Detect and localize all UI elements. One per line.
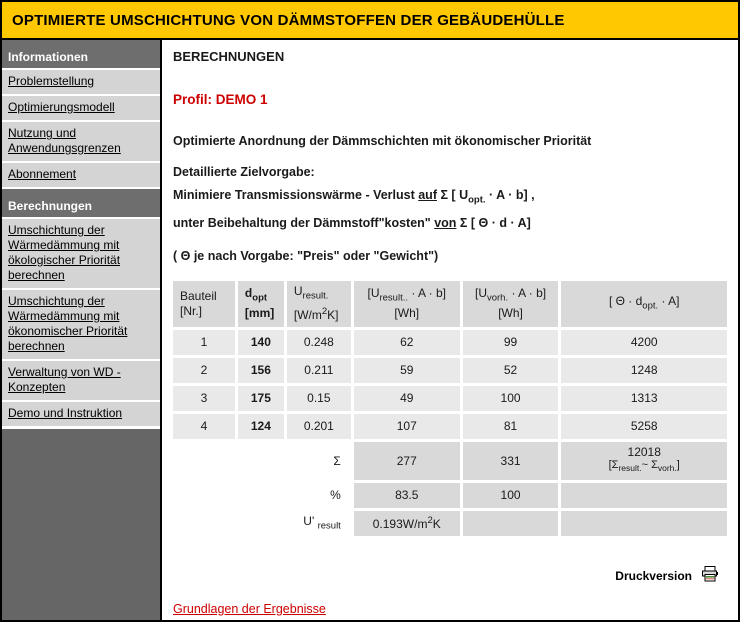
uresult-label-sub: result bbox=[317, 520, 341, 532]
col-header-dopt-unit: [mm] bbox=[244, 305, 275, 320]
cell-sum-uresult-ab: 277 bbox=[354, 442, 460, 480]
goal-formula-2 bbox=[173, 212, 730, 235]
col-header-uresult-ab-sub: result.. bbox=[379, 292, 408, 304]
sidebar-item-nutzung-anwendungsgrenzen[interactable]: Nutzung und Anwendungsgrenzen bbox=[2, 122, 160, 161]
sidebar-section-berechnungen: Berechnungen bbox=[2, 189, 160, 217]
app-title: OPTIMIERTE UMSCHICHTUNG VON DÄMMSTOFFEN DER GEBÄUDEHÜLLE bbox=[12, 11, 565, 29]
result-subtitle: Optimierte Anordnung der Dämmschichten mit ökonomischer Priorität bbox=[173, 134, 592, 148]
print-version-button[interactable]: Druckversion bbox=[615, 569, 692, 583]
col-header-uresult-unit1: [W/m bbox=[293, 307, 322, 322]
sum-row bbox=[173, 442, 727, 480]
col-header-bauteil bbox=[173, 281, 235, 327]
sidebar-filler bbox=[2, 429, 160, 620]
goal-formula-2-end: Σ [ Θ · d · A] bbox=[456, 215, 531, 230]
cell-uresult-1: 0.248 bbox=[287, 330, 351, 355]
printer-icon[interactable] bbox=[701, 566, 719, 587]
goal-note: ( Θ je nach Vorgabe: "Preis" oder "Gewicht") bbox=[173, 248, 439, 263]
goal-formula-1-mid: Σ [ U bbox=[436, 188, 469, 202]
cell-uresult-empty-1 bbox=[463, 511, 559, 536]
col-header-uresult-sub: result. bbox=[302, 290, 329, 302]
cell-uresult-empty-2 bbox=[561, 511, 727, 536]
page-title: BERECHNUNGEN bbox=[173, 49, 285, 64]
cell-bauteil-1: 1 bbox=[173, 330, 235, 355]
main-content bbox=[162, 40, 738, 620]
cell-dopt-1: 140 bbox=[238, 330, 284, 355]
col-header-theta-rest: · A] bbox=[658, 293, 680, 308]
layout-columns bbox=[2, 40, 738, 620]
col-header-theta-sub: opt. bbox=[642, 300, 659, 312]
cell-uvorh-ab-3: 100 bbox=[463, 386, 559, 411]
cell-dopt-3: 175 bbox=[238, 386, 284, 411]
cell-bauteil-4: 4 bbox=[173, 414, 235, 439]
cell-uresult-ab-1: 62 bbox=[354, 330, 460, 355]
goal-formula-1-end: · A · b] , bbox=[485, 188, 535, 202]
cell-uresult-2: 0.211 bbox=[287, 358, 351, 383]
col-header-uvorh-ab-unit: [Wh] bbox=[498, 305, 523, 320]
col-header-dopt-d: d bbox=[244, 286, 253, 301]
sidebar-item-demo-instruktion[interactable]: Demo und Instruktion bbox=[2, 402, 160, 426]
cell-uresult-4: 0.201 bbox=[287, 414, 351, 439]
col-header-uresult bbox=[287, 281, 351, 327]
sidebar-item-optimierungsmodell[interactable]: Optimierungsmodell bbox=[2, 96, 160, 120]
col-header-uresult-ab-unit: [Wh] bbox=[394, 305, 420, 320]
sum-row-label: Σ bbox=[333, 453, 341, 468]
uresult-row-label bbox=[173, 511, 351, 536]
sidebar-item-verwaltung-wd-konzepte[interactable]: Verwaltung von WD - Konzepten bbox=[2, 361, 160, 400]
col-header-uresult-ab-u: [U bbox=[367, 286, 380, 301]
col-header-uresult-unit2: K] bbox=[327, 307, 339, 322]
app-title-bar bbox=[2, 2, 738, 40]
cell-uresult-3: 0.15 bbox=[287, 386, 351, 411]
cell-uvorh-ab-1: 99 bbox=[463, 330, 559, 355]
cell-uresult-ab-4: 107 bbox=[354, 414, 460, 439]
uresult-label-u: U' bbox=[303, 514, 315, 529]
goal-formula-1-subscript: opt. bbox=[468, 194, 486, 206]
sidebar-section-informationen: Informationen bbox=[2, 40, 160, 68]
cell-uvorh-ab-2: 52 bbox=[463, 358, 559, 383]
table-row bbox=[173, 358, 727, 383]
sidebar-item-umschichtung-oekologisch[interactable]: Umschichtung der Wärmedämmung mit ökologischer Priorität berechnen bbox=[2, 219, 160, 288]
cell-sum-uvorh-ab: 331 bbox=[463, 442, 559, 480]
col-header-uvorh-ab bbox=[463, 281, 559, 327]
sidebar bbox=[2, 40, 162, 620]
table-header-row bbox=[173, 281, 727, 327]
col-header-uvorh-ab-rest: · A · b] bbox=[508, 286, 547, 301]
col-header-bauteil-line1: Bauteil bbox=[180, 288, 217, 303]
uresult-value-pre: 0.193W/m bbox=[372, 517, 428, 531]
col-header-uvorh-ab-sub: vorh. bbox=[486, 292, 509, 304]
grundlagen-link[interactable]: Grundlagen der Ergebnisse bbox=[173, 601, 326, 616]
profile-label: Profil: DEMO 1 bbox=[173, 92, 268, 107]
cell-theta-4: 5258 bbox=[561, 414, 727, 439]
cell-sum-theta bbox=[561, 442, 727, 480]
cell-bauteil-3: 3 bbox=[173, 386, 235, 411]
cell-theta-1: 4200 bbox=[561, 330, 727, 355]
cell-percent-vorh: 100 bbox=[463, 483, 559, 508]
table-row bbox=[173, 386, 727, 411]
col-header-bauteil-line2: [Nr.] bbox=[180, 303, 203, 318]
cell-bauteil-2: 2 bbox=[173, 358, 235, 383]
col-header-theta-pre: [ Θ · d bbox=[608, 293, 643, 308]
goal-formula-1-underline: auf bbox=[418, 188, 437, 202]
cell-uvorh-ab-4: 81 bbox=[463, 414, 559, 439]
percent-row bbox=[173, 483, 727, 508]
goal-block bbox=[173, 161, 730, 235]
print-row bbox=[173, 566, 730, 587]
sum-formula-b-sub: vorh. bbox=[657, 463, 677, 474]
goal-formula-1 bbox=[173, 184, 730, 212]
table-row bbox=[173, 414, 727, 439]
cell-sum-theta-value: 12018 bbox=[627, 445, 661, 460]
uresult-value-post: K bbox=[432, 517, 441, 531]
sidebar-item-problemstellung[interactable]: Problemstellung bbox=[2, 70, 160, 94]
table-row bbox=[173, 330, 727, 355]
sum-formula-a-sub: result. bbox=[618, 463, 642, 474]
cell-dopt-4: 124 bbox=[238, 414, 284, 439]
col-header-dopt-sub: opt bbox=[252, 292, 268, 304]
goal-title: Detaillierte Zielvorgabe: bbox=[173, 165, 315, 179]
uresult-row bbox=[173, 511, 727, 536]
col-header-dopt bbox=[238, 281, 284, 327]
cell-dopt-2: 156 bbox=[238, 358, 284, 383]
sidebar-item-umschichtung-oekonomisch[interactable]: Umschichtung der Wärmedämmung mit ökonomischer Priorität berechnen bbox=[2, 290, 160, 359]
cell-uresult-ab-2: 59 bbox=[354, 358, 460, 383]
cell-sum-theta-formula bbox=[562, 459, 726, 475]
col-header-uvorh-ab-u: [U bbox=[474, 286, 487, 301]
sum-formula-b: ~ Σ bbox=[641, 459, 658, 472]
sidebar-item-abonnement[interactable]: Abonnement bbox=[2, 163, 160, 187]
goal-formula-2-text: unter Beibehaltung der Dämmstoff"kosten" bbox=[173, 215, 435, 230]
cell-theta-3: 1313 bbox=[561, 386, 727, 411]
cell-percent-empty bbox=[561, 483, 727, 508]
col-header-uresult-ab bbox=[354, 281, 460, 327]
sum-formula-c: ] bbox=[676, 459, 680, 472]
goal-formula-2-underline: von bbox=[434, 215, 457, 230]
col-header-uresult-sup: 2 bbox=[321, 305, 328, 317]
cell-uresult-ab-3: 49 bbox=[354, 386, 460, 411]
results-table bbox=[170, 278, 730, 539]
cell-uresult-value bbox=[354, 511, 460, 536]
col-header-uresult-u: U bbox=[293, 284, 303, 299]
percent-row-label: % bbox=[330, 488, 341, 502]
uresult-value-sup: 2 bbox=[427, 515, 433, 526]
cell-theta-2: 1248 bbox=[561, 358, 727, 383]
goal-formula-1-text: Minimiere Transmissionswärme - Verlust bbox=[173, 188, 419, 202]
cell-percent-result: 83.5 bbox=[354, 483, 460, 508]
col-header-theta-dopt-a bbox=[561, 281, 727, 327]
col-header-uresult-ab-rest: · A · b] bbox=[408, 286, 447, 301]
sum-formula-a: [Σ bbox=[608, 459, 619, 472]
